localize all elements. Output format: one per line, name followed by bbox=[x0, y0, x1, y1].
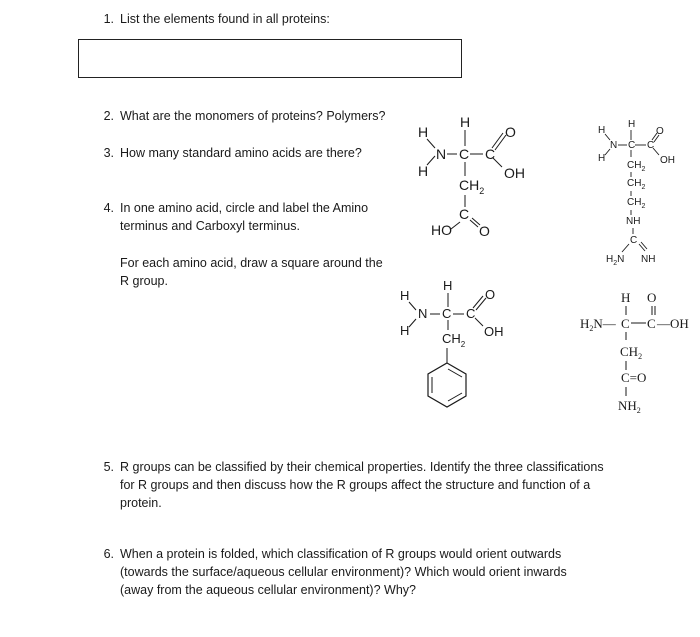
question-number: 4. bbox=[103, 201, 114, 215]
atom-label: OH bbox=[484, 324, 504, 339]
atom-label: O bbox=[647, 290, 657, 305]
question-text-line: (towards the surface/aqueous cellular environment)? Which would orient inwards bbox=[120, 565, 567, 579]
question-text-line: (away from the aqueous cellular environment)? Why? bbox=[120, 583, 416, 597]
atom-label: $CH_2$ bbox=[627, 160, 646, 173]
atom-label: C bbox=[485, 146, 496, 162]
question-number: 1. bbox=[103, 12, 114, 26]
question-number: 5. bbox=[103, 460, 114, 474]
question-text-line: for R groups and then discuss how the R groups affect the structure and function of a bbox=[120, 478, 591, 492]
atom-label: $CH_2$ bbox=[627, 178, 646, 191]
atom-label: H bbox=[628, 119, 636, 130]
atom-label: H bbox=[400, 323, 410, 338]
atom-label: $H_2N—$ bbox=[580, 316, 616, 333]
question-text-line: When a protein is folded, which classification of R groups would orient outwards bbox=[120, 547, 562, 561]
atom-label: H bbox=[598, 153, 606, 164]
question-text-line: R groups can be classified by their chemical properties. Identify the three classifications bbox=[120, 460, 604, 474]
bond bbox=[622, 244, 629, 252]
atom-label: O bbox=[479, 223, 490, 239]
atom-label: N bbox=[610, 140, 618, 151]
question-number: 3. bbox=[103, 146, 114, 160]
bond bbox=[473, 296, 483, 308]
atom-label: C bbox=[621, 316, 630, 331]
atom-label: C bbox=[442, 306, 452, 321]
atom-label: H bbox=[418, 163, 429, 179]
atom-label: OH bbox=[504, 165, 525, 181]
question-text-line: terminus and Carboxyl terminus. bbox=[120, 219, 300, 233]
bond bbox=[427, 156, 435, 165]
asparagine-structure bbox=[580, 290, 689, 415]
atom-label: C bbox=[647, 140, 655, 151]
atom-label: $CH_2$ bbox=[627, 197, 646, 210]
atom-label: NH bbox=[626, 216, 641, 227]
atom-label: H bbox=[400, 288, 410, 303]
bond bbox=[605, 149, 610, 155]
atom-label: $CH_2$ bbox=[459, 177, 485, 196]
atom-label: H bbox=[460, 114, 471, 130]
question-text: List the elements found in all proteins: bbox=[120, 12, 330, 26]
bond bbox=[409, 302, 416, 310]
atom-label: $CH_2$ bbox=[442, 331, 466, 349]
atom-label: H bbox=[621, 290, 631, 305]
atom-label: —OH bbox=[657, 316, 689, 331]
question-text-line: R group. bbox=[120, 274, 168, 288]
question-text-line: protein. bbox=[120, 496, 162, 510]
bond bbox=[472, 218, 480, 225]
atom-label: $NH_2$ bbox=[618, 398, 641, 415]
bond bbox=[409, 319, 416, 327]
arginine-structure bbox=[598, 119, 675, 267]
atom-label: C bbox=[459, 206, 470, 222]
bond bbox=[476, 298, 486, 310]
benzene-ring bbox=[428, 363, 466, 407]
atom-label: C bbox=[647, 316, 656, 331]
atom-label: H bbox=[598, 125, 606, 136]
atom-label: O bbox=[656, 126, 664, 137]
atom-label: NH bbox=[641, 254, 656, 265]
bond bbox=[475, 318, 483, 326]
atom-label: $H_2N$ bbox=[606, 254, 625, 267]
atom-label: N bbox=[418, 306, 428, 321]
phenylalanine-structure bbox=[400, 278, 504, 407]
atom-label: OH bbox=[660, 155, 675, 166]
atom-label: C bbox=[459, 146, 470, 162]
question-text: How many standard amino acids are there? bbox=[120, 146, 362, 160]
bond bbox=[653, 148, 659, 155]
atom-label: C=O bbox=[621, 370, 647, 385]
bond bbox=[427, 139, 435, 148]
bond bbox=[470, 220, 478, 227]
atom-label: O bbox=[485, 287, 496, 302]
bond bbox=[493, 158, 502, 167]
question-number: 2. bbox=[103, 109, 114, 123]
atom-label: N bbox=[436, 146, 447, 162]
bond bbox=[605, 134, 610, 140]
atom-label: HO bbox=[431, 222, 452, 238]
atom-label: O bbox=[505, 124, 516, 140]
atom-label: H bbox=[443, 278, 453, 293]
aspartic-acid-structure bbox=[418, 114, 525, 239]
question-number: 6. bbox=[103, 547, 114, 561]
question-text-line: In one amino acid, circle and label the Amino bbox=[120, 201, 369, 215]
atom-label: C bbox=[630, 235, 638, 246]
question-text: What are the monomers of proteins? Polymers? bbox=[120, 109, 386, 123]
atom-label: C bbox=[628, 140, 636, 151]
bond bbox=[451, 222, 460, 229]
atom-label: $CH_2$ bbox=[620, 344, 643, 361]
question-text-line: For each amino acid, draw a square around the bbox=[120, 256, 383, 270]
atom-label: C bbox=[466, 306, 476, 321]
atom-label: H bbox=[418, 124, 429, 140]
